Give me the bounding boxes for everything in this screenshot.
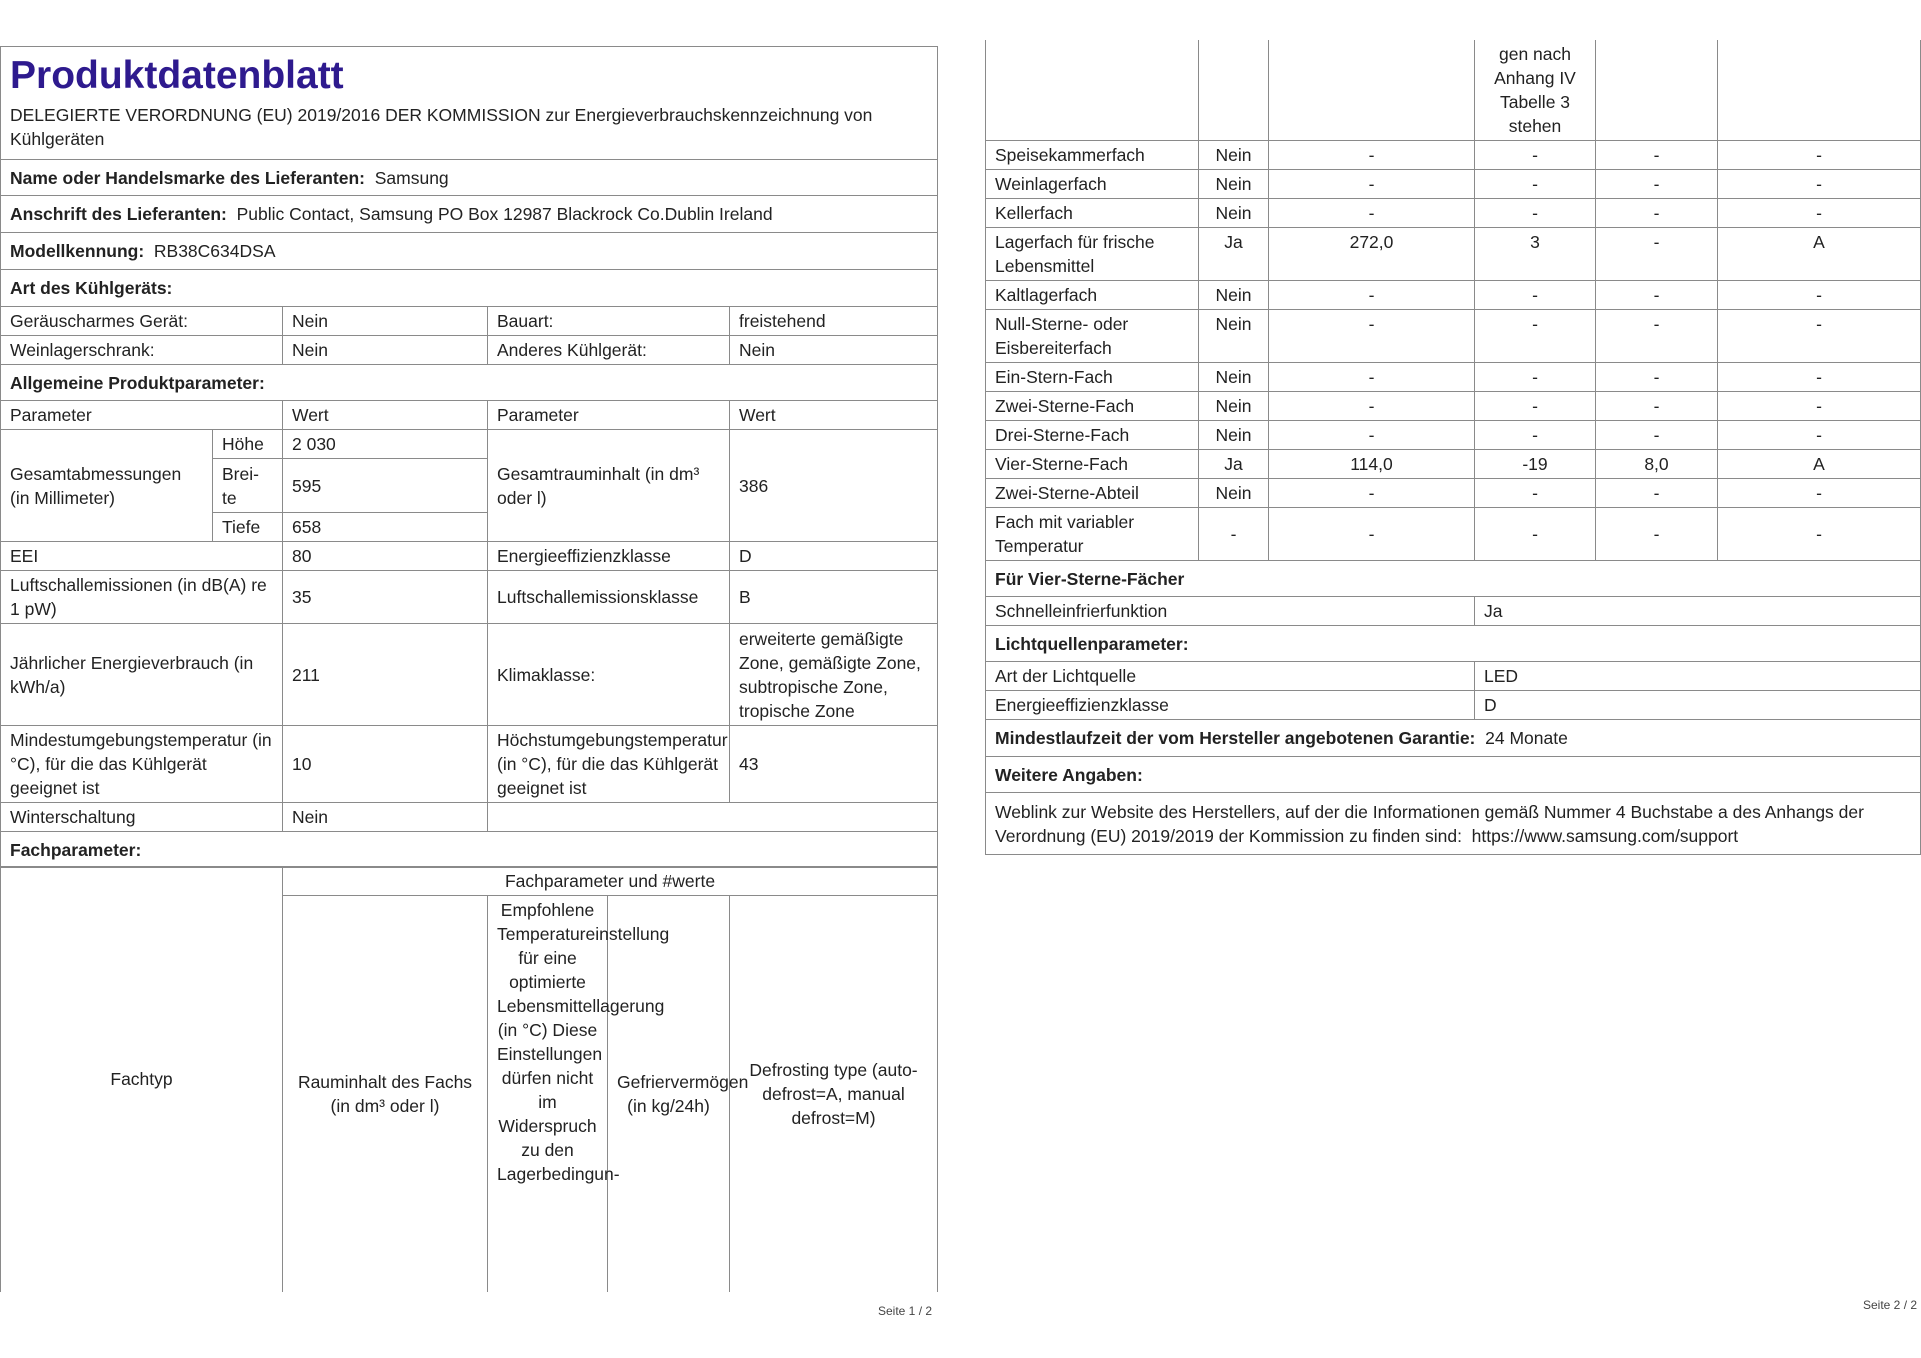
- col-volume: Rauminhalt des Fachs (in dm³ oder l): [283, 896, 488, 1292]
- address-value: Public Contact, Samsung PO Box 12987 Blackrock Co.Dublin Ireland: [236, 204, 773, 224]
- model-value: RB38C634DSA: [153, 241, 276, 261]
- compartment-volume: -: [1269, 508, 1475, 561]
- col-param-1: Parameter: [1, 401, 283, 430]
- compartment-defrost: -: [1718, 310, 1921, 363]
- dim-width-label: Brei-te: [213, 459, 283, 513]
- light-class-label: Energieeffizienzklasse: [986, 691, 1475, 720]
- compartment-freeze: -: [1596, 281, 1718, 310]
- type-row-2-value-1: Nein: [283, 336, 488, 365]
- compartment-values-table: [985, 40, 1921, 855]
- supplier-value: Samsung: [374, 167, 449, 188]
- compartment-present: Nein: [1199, 363, 1269, 392]
- dims-label: Gesamtabmessungen (in Millimeter): [1, 430, 213, 542]
- compartment-freeze: -: [1596, 421, 1718, 450]
- compartment-defrost: -: [1718, 363, 1921, 392]
- col-defrost: Defrosting type (auto-defrost=A, manual defrost=M): [730, 896, 938, 1292]
- compartment-present: Ja: [1199, 450, 1269, 479]
- dim-width-value: 595: [283, 459, 488, 513]
- compartment-present: Nein: [1199, 141, 1269, 170]
- noise-label: Luftschallemissionen (in dB(A) re 1 pW): [1, 571, 283, 624]
- compartment-volume: -: [1269, 170, 1475, 199]
- compartment-volume: -: [1269, 392, 1475, 421]
- compartment-present: Nein: [1199, 310, 1269, 363]
- type-row-2-label-1: Weinlagerschrank:: [1, 336, 283, 365]
- compartment-temp: -: [1475, 281, 1596, 310]
- compartment-defrost: A: [1718, 228, 1921, 281]
- compartment-freeze: -: [1596, 508, 1718, 561]
- page-footer-2: Seite 2 / 2: [1863, 1298, 1918, 1312]
- compartment-name: Ein-Stern-Fach: [986, 363, 1199, 392]
- weblink-url[interactable]: https://www.samsung.com/support: [1471, 825, 1739, 846]
- compartment-temp: -: [1475, 141, 1596, 170]
- max-temp-value: 43: [730, 726, 938, 803]
- climate-label: Klimaklasse:: [488, 624, 730, 726]
- more-heading: Weitere Angaben:: [986, 757, 1921, 793]
- warranty-label: Mindestlaufzeit der vom Hersteller angebotenen Garantie:: [995, 728, 1476, 748]
- light-type-value: LED: [1475, 662, 1921, 691]
- warranty-row: [986, 720, 1921, 757]
- cont-cell-6: [1718, 40, 1921, 141]
- compartment-volume: -: [1269, 310, 1475, 363]
- compartment-name: Zwei-Sterne-Fach: [986, 392, 1199, 421]
- min-temp-label: Mindestumgebungstemperatur (in °C), für die das Kühlgerät geeignet ist: [1, 726, 283, 803]
- compartment-volume: -: [1269, 479, 1475, 508]
- type-row-1-value-2: freistehend: [730, 307, 938, 336]
- compartment-name: Fach mit variabler Temperatur: [986, 508, 1199, 561]
- volume-label: Gesamtrauminhalt (in dm³ oder l): [488, 430, 730, 542]
- compartment-temp: -: [1475, 199, 1596, 228]
- compartment-present: Nein: [1199, 199, 1269, 228]
- compartment-freeze: -: [1596, 141, 1718, 170]
- winter-value: Nein: [283, 803, 488, 832]
- light-heading: Lichtquellenparameter:: [986, 626, 1921, 662]
- compartment-freeze: -: [1596, 170, 1718, 199]
- compartment-temp: -: [1475, 508, 1596, 561]
- compartment-volume: 272,0: [1269, 228, 1475, 281]
- light-type-label: Art der Lichtquelle: [986, 662, 1475, 691]
- address-label: Anschrift des Lieferanten:: [10, 204, 227, 224]
- compartment-temp: -: [1475, 310, 1596, 363]
- compartment-defrost: -: [1718, 392, 1921, 421]
- energy-class-label: Energieeffizienzklasse: [488, 542, 730, 571]
- supplier-row: [1, 160, 938, 196]
- fach-values-header: Fachparameter und #werte: [283, 867, 938, 896]
- compartment-freeze: -: [1596, 392, 1718, 421]
- compartment-name: Vier-Sterne-Fach: [986, 450, 1199, 479]
- quick-freeze-value: Ja: [1475, 597, 1921, 626]
- eei-label: EEI: [1, 542, 283, 571]
- volume-value: 386: [730, 430, 938, 542]
- weblink-row: [986, 793, 1921, 855]
- compartment-temp: -: [1475, 363, 1596, 392]
- compartment-freeze: -: [1596, 479, 1718, 508]
- compartment-header-table: [0, 866, 938, 1292]
- col-fachtyp: Fachtyp: [1, 867, 283, 1292]
- col-param-2: Parameter: [488, 401, 730, 430]
- compartment-temp: 3: [1475, 228, 1596, 281]
- compartment-temp: -: [1475, 170, 1596, 199]
- compartment-volume: -: [1269, 199, 1475, 228]
- type-row-2-value-2: Nein: [730, 336, 938, 365]
- warranty-value: 24 Monate: [1485, 728, 1568, 748]
- general-heading: Allgemeine Produktparameter:: [1, 365, 938, 401]
- climate-value: erweiterte gemäßigte Zone, gemäßigte Zone, subtropische Zone, tropische Zone: [730, 624, 938, 726]
- type-row-1-label-2: Bauart:: [488, 307, 730, 336]
- compartment-defrost: -: [1718, 281, 1921, 310]
- page-footer-1: Seite 1 / 2: [878, 1304, 933, 1318]
- winter-label: Winterschaltung: [1, 803, 283, 832]
- annual-energy-label: Jährlicher Energieverbrauch (in kWh/a): [1, 624, 283, 726]
- cont-cell-2: [1199, 40, 1269, 141]
- dim-depth-label: Tiefe: [213, 513, 283, 542]
- energy-class-value: D: [730, 542, 938, 571]
- compartment-defrost: -: [1718, 479, 1921, 508]
- type-heading: Art des Kühlgeräts:: [1, 270, 938, 307]
- col-temp: Empfohlene Temperatureinstellung für eine optimierte Lebensmittellagerung (in °C) Diese Einstellungen dürfen nicht im Widerspruch zu den Lagerbedingun-: [488, 896, 608, 1292]
- model-row: [1, 233, 938, 270]
- compartment-freeze: -: [1596, 310, 1718, 363]
- type-row-1-value-1: Nein: [283, 307, 488, 336]
- compartment-name: Drei-Sterne-Fach: [986, 421, 1199, 450]
- type-row-1-label-1: Geräuscharmes Gerät:: [1, 307, 283, 336]
- compartment-volume: -: [1269, 421, 1475, 450]
- compartment-freeze: -: [1596, 199, 1718, 228]
- page-title: Produktdatenblatt: [1, 47, 938, 102]
- compartment-defrost: -: [1718, 421, 1921, 450]
- compartment-present: Nein: [1199, 281, 1269, 310]
- annual-energy-value: 211: [283, 624, 488, 726]
- compartment-defrost: -: [1718, 141, 1921, 170]
- max-temp-label: Höchstumgebungstemperatur (in °C), für die das Kühlgerät geeignet ist: [488, 726, 730, 803]
- empty-cell: [488, 803, 938, 832]
- compartment-volume: -: [1269, 363, 1475, 392]
- dim-height-value: 2 030: [283, 430, 488, 459]
- compartment-heading: Fachparameter:: [1, 832, 938, 868]
- compartment-name: Weinlagerfach: [986, 170, 1199, 199]
- compartment-temp: -: [1475, 392, 1596, 421]
- compartment-present: Ja: [1199, 228, 1269, 281]
- quick-freeze-label: Schnelleinfrierfunktion: [986, 597, 1475, 626]
- compartment-temp: -: [1475, 479, 1596, 508]
- cont-cell-1: [986, 40, 1199, 141]
- dim-height-label: Höhe: [213, 430, 283, 459]
- compartment-defrost: -: [1718, 199, 1921, 228]
- supplier-label: Name oder Handelsmarke des Lieferanten:: [10, 167, 365, 188]
- address-row: [1, 196, 938, 233]
- cont-cell-3: [1269, 40, 1475, 141]
- compartment-name: Speisekammerfach: [986, 141, 1199, 170]
- compartment-volume: 114,0: [1269, 450, 1475, 479]
- dim-depth-value: 658: [283, 513, 488, 542]
- model-label: Modellkennung:: [10, 241, 145, 261]
- compartment-temp: -19: [1475, 450, 1596, 479]
- compartment-freeze: -: [1596, 363, 1718, 392]
- col-value-1: Wert: [283, 401, 488, 430]
- compartment-defrost: -: [1718, 170, 1921, 199]
- noise-value: 35: [283, 571, 488, 624]
- compartment-temp: -: [1475, 421, 1596, 450]
- compartment-volume: -: [1269, 141, 1475, 170]
- compartment-defrost: -: [1718, 508, 1921, 561]
- col-freeze: Gefriervermögen (in kg/24h): [608, 896, 730, 1292]
- compartment-present: Nein: [1199, 392, 1269, 421]
- compartment-freeze: 8,0: [1596, 450, 1718, 479]
- noise-class-value: B: [730, 571, 938, 624]
- type-row-2-label-2: Anderes Kühlgerät:: [488, 336, 730, 365]
- cont-cell-5: [1596, 40, 1718, 141]
- compartment-present: Nein: [1199, 479, 1269, 508]
- light-class-value: D: [1475, 691, 1921, 720]
- compartment-name: Kaltlagerfach: [986, 281, 1199, 310]
- product-datasheet-table: [0, 46, 938, 868]
- eei-value: 80: [283, 542, 488, 571]
- continued-text: gen nach Anhang IV Tabelle 3 stehen: [1475, 40, 1596, 141]
- noise-class-label: Luftschallemissionsklasse: [488, 571, 730, 624]
- min-temp-value: 10: [283, 726, 488, 803]
- compartment-present: Nein: [1199, 170, 1269, 199]
- compartment-defrost: A: [1718, 450, 1921, 479]
- four-star-heading: Für Vier-Sterne-Fächer: [986, 561, 1921, 597]
- compartment-name: Kellerfach: [986, 199, 1199, 228]
- compartment-name: Lagerfach für frische Lebensmittel: [986, 228, 1199, 281]
- compartment-name: Zwei-Sterne-Abteil: [986, 479, 1199, 508]
- compartment-present: -: [1199, 508, 1269, 561]
- compartment-volume: -: [1269, 281, 1475, 310]
- col-value-2: Wert: [730, 401, 938, 430]
- compartment-present: Nein: [1199, 421, 1269, 450]
- compartment-freeze: -: [1596, 228, 1718, 281]
- compartment-name: Null-Sterne- oder Eisbereiterfach: [986, 310, 1199, 363]
- weblink-text: Weblink zur Website des Herstellers, auf der die Informationen gemäß Nummer 4 Buchstabe a des Anhangs der Verordnung (EU) 2019/2019 der Kommission zu finden sind:: [995, 801, 1864, 846]
- regulation-text: DELEGIERTE VERORDNUNG (EU) 2019/2016 DER KOMMISSION zur Energieverbrauchskennzeichnung von Kühlgeräten: [1, 101, 938, 160]
